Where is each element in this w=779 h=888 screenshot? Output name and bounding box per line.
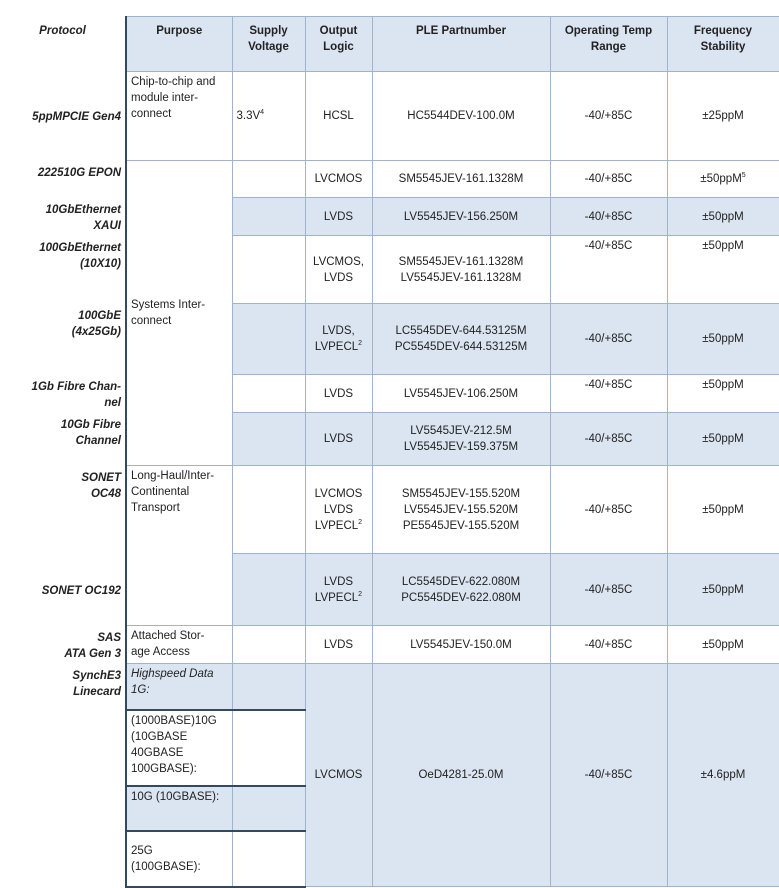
logic-10gb-fc: LVDS (305, 413, 372, 466)
part-oc48: SM5545JEV-155.520M LV5545JEV-155.520M PE5545JEV-155.520M (372, 466, 550, 554)
table-row (0, 466, 779, 554)
logic-synche3: LVCMOS (305, 664, 372, 887)
logic-epon: LVCMOS (305, 161, 372, 198)
stability-synche3: ±4.6ppM (667, 664, 779, 887)
table-row (0, 554, 779, 626)
protocol-10gb-fibre-channel: 10Gb Fibre Channel (0, 413, 126, 466)
temp-oc48: -40/+85C (550, 466, 667, 554)
protocol-pcie: 5ppMPCIE Gen4 (0, 72, 126, 161)
table-row (0, 236, 779, 304)
stability-1gb-fc: ±50ppM (667, 375, 779, 413)
temp-pcie: -40/+85C (550, 72, 667, 161)
voltage-synche3-2 (232, 710, 305, 786)
header-purpose: Purpose (126, 17, 232, 72)
stability-epon: ±50ppM$^5$ (667, 161, 779, 198)
header-operating-temp: Operating Temp Range (550, 17, 667, 72)
part-100gbethernet: SM5545JEV-161.1328M LV5545JEV-161.1328M (372, 236, 550, 304)
temp-100gbethernet: -40/+85C (550, 236, 667, 304)
part-1gb-fc: LV5545JEV-106.250M (372, 375, 550, 413)
header-output-logic: Output Logic (305, 17, 372, 72)
voltage-1gb-fc (232, 375, 305, 413)
table-row (0, 664, 779, 710)
voltage-pcie: $3.3V^4$ (232, 72, 305, 161)
purpose-25g: 25G (100GBASE): (126, 831, 232, 887)
part-10gb-fc: LV5545JEV-212.5M LV5545JEV-159.375M (372, 413, 550, 466)
part-synche3: OeD4281-25.0M (372, 664, 550, 887)
purpose-systems-interconnect: Systems Inter- connect (126, 161, 232, 466)
voltage-sas (232, 626, 305, 664)
protocol-100gbe: 100GbE (4x25Gb) (0, 304, 126, 375)
logic-xaui: LVDS (305, 198, 372, 236)
table-row (0, 626, 779, 664)
voltage-100gbethernet (232, 236, 305, 304)
voltage-xaui (232, 198, 305, 236)
logic-100gbethernet: LVCMOS, LVDS (305, 236, 372, 304)
logic-oc192: LVDS LVPECL$^2$ (305, 554, 372, 626)
voltage-100gbe (232, 304, 305, 375)
logic-sas: LVDS (305, 626, 372, 664)
protocol-sas: SAS ATA Gen 3 (0, 626, 126, 664)
protocol-xaui: 10GbEthernet XAUI (0, 198, 126, 236)
temp-oc192: -40/+85C (550, 554, 667, 626)
stability-10gb-fc: ±50ppM (667, 413, 779, 466)
protocol-sonet-oc192: SONET OC192 (0, 554, 126, 626)
table-row (0, 304, 779, 375)
table-row (0, 161, 779, 198)
table-row (0, 413, 779, 466)
stability-xaui: ±50ppM (667, 198, 779, 236)
part-100gbe: LC5545DEV-644.53125M PC5545DEV-644.53125M (372, 304, 550, 375)
voltage-synche3-4 (232, 831, 305, 887)
protocol-1gb-fibre-channel: 1Gb Fibre Chan- nel (0, 375, 126, 413)
header-ple-partnumber: PLE Partnumber (372, 17, 550, 72)
part-epon: SM5545JEV-161.1328M (372, 161, 550, 198)
part-pcie: HC5544DEV-100.0M (372, 72, 550, 161)
part-sas: LV5545JEV-150.0M (372, 626, 550, 664)
table-row (0, 198, 779, 236)
purpose-10g-40g-100g: (1000BASE)10G (10GBASE 40GBASE 100GBASE): (126, 710, 232, 786)
header-row (0, 17, 779, 72)
logic-pcie: HCSL (305, 72, 372, 161)
temp-synche3: -40/+85C (550, 664, 667, 887)
voltage-10gb-fc (232, 413, 305, 466)
purpose-long-haul: Long-Haul/Inter- Continental Transport (126, 466, 232, 626)
header-protocol: Protocol (0, 17, 126, 72)
protocol-sonet-oc48: SONET OC48 (0, 466, 126, 554)
temp-1gb-fc: -40/+85C (550, 375, 667, 413)
stability-oc192: ±50ppM (667, 554, 779, 626)
voltage-oc48 (232, 466, 305, 554)
table-row (0, 375, 779, 413)
temp-epon: -40/+85C (550, 161, 667, 198)
header-supply-voltage: Supply Voltage (232, 17, 305, 72)
table-row (0, 72, 779, 161)
voltage-epon (232, 161, 305, 198)
logic-oc48: LVCMOS LVDS LVPECL$^2$ (305, 466, 372, 554)
stability-sas: ±50ppM (667, 626, 779, 664)
voltage-synche3-3 (232, 786, 305, 831)
header-frequency-stability: Frequency Stability (667, 17, 779, 72)
temp-xaui: -40/+85C (550, 198, 667, 236)
purpose-attached-storage: Attached Stor- age Access (126, 626, 232, 664)
protocol-synche3: SynchE3 Linecard (0, 664, 126, 887)
logic-1gb-fc: LVDS (305, 375, 372, 413)
part-xaui: LV5545JEV-156.250M (372, 198, 550, 236)
voltage-oc192 (232, 554, 305, 626)
temp-sas: -40/+85C (550, 626, 667, 664)
stability-oc48: ±50ppM (667, 466, 779, 554)
oscillator-spec-table (0, 16, 779, 888)
purpose-highspeed-data: Highspeed Data 1G: (126, 664, 232, 710)
protocol-epon: 222510G EPON (0, 161, 126, 198)
temp-10gb-fc: -40/+85C (550, 413, 667, 466)
voltage-synche3-1 (232, 664, 305, 710)
stability-100gbethernet: ±50ppM (667, 236, 779, 304)
purpose-chip-to-chip: Chip-to-chip and module inter- connect (126, 72, 232, 161)
protocol-100gbethernet: 100GbEthernet (10X10) (0, 236, 126, 304)
purpose-10g-10gbase: 10G (10GBASE): (126, 786, 232, 831)
stability-pcie: ±25ppM (667, 72, 779, 161)
part-oc192: LC5545DEV-622.080M PC5545DEV-622.080M (372, 554, 550, 626)
temp-100gbe: -40/+85C (550, 304, 667, 375)
logic-100gbe: LVDS, LVPECL$^2$ (305, 304, 372, 375)
stability-100gbe: ±50ppM (667, 304, 779, 375)
